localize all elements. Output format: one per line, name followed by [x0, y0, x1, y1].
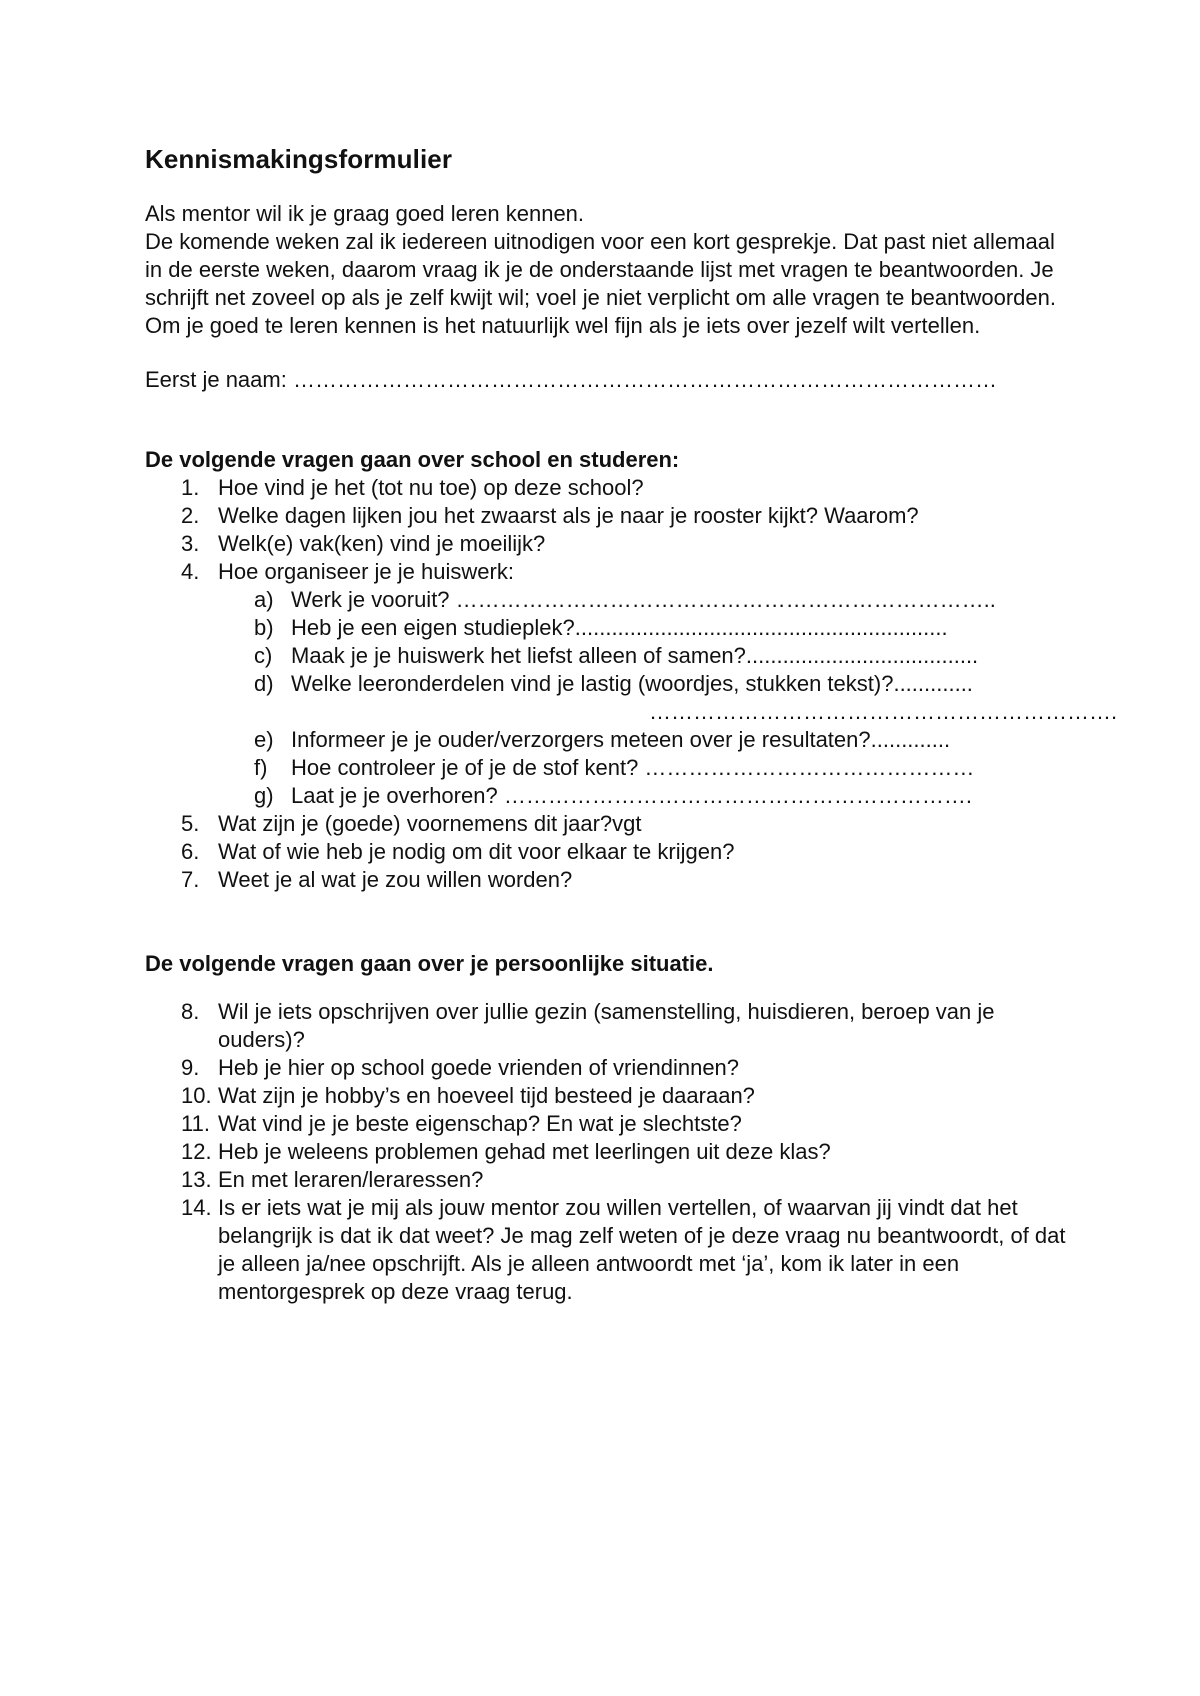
document-title: Kennismakingsformulier [145, 144, 453, 174]
question-text: En met leraren/leraressen? [218, 1167, 484, 1192]
question-number: 9. [181, 1055, 200, 1080]
subquestion-letter: d) [254, 671, 274, 696]
list-item [145, 530, 1075, 558]
section-school-heading: De volgende vragen gaan over school en studeren: [145, 447, 680, 472]
list-item [218, 642, 1075, 670]
question-number: 6. [181, 839, 200, 864]
spacer [145, 394, 1075, 446]
question-number: 10. [181, 1083, 212, 1108]
list-item [218, 586, 1075, 614]
list-item [145, 502, 1075, 530]
answer-dotted-line: ………………………………………………………. [649, 699, 1118, 724]
homework-subquestions-list [218, 586, 1118, 810]
question-text: Heb je weleens problemen gehad met leerlingen uit deze klas? [218, 1139, 831, 1164]
section-personal-heading: De volgende vragen gaan over je persoonlijke situatie. [145, 951, 714, 976]
question-number: 3. [181, 531, 200, 556]
spacer [145, 340, 1075, 366]
question-number: 8. [181, 999, 200, 1024]
question-number: 12. [181, 1139, 212, 1164]
question-number: 4. [181, 559, 200, 584]
list-item [145, 1054, 1075, 1082]
question-text: Welke dagen lijken jou het zwaarst als je naar je rooster kijkt? Waarom? [218, 503, 919, 528]
subquestion-letter: e) [254, 727, 274, 752]
list-item [218, 754, 1075, 782]
list-item [145, 1110, 1075, 1138]
spacer [145, 894, 1075, 950]
subquestion-text: Maak je je huiswerk het liefst alleen of samen?...................................... [291, 643, 979, 668]
list-item [218, 782, 1075, 810]
name-line: Eerst je naam: …………………………………………………………………………………… [145, 367, 997, 392]
subquestion-letter: f) [254, 755, 268, 780]
list-item [145, 838, 1075, 866]
list-item [145, 1138, 1075, 1166]
list-item [145, 474, 1075, 502]
question-text: Wat vind je je beste eigenschap? En wat je slechtste? [218, 1111, 742, 1136]
document-content [145, 140, 1118, 1306]
subquestion-text: Laat je je overhoren? ………………………………………………………. [291, 783, 972, 808]
list-item [218, 726, 1075, 754]
subquestion-text: Hoe controleer je of je de stof kent? ……………………………………… [291, 755, 975, 780]
list-item [145, 810, 1075, 838]
intro-text [145, 200, 1075, 394]
list-item [145, 558, 1118, 810]
personal-questions-list [145, 998, 1075, 1306]
list-item [218, 698, 1118, 726]
subquestion-letter: a) [254, 587, 274, 612]
question-number: 1. [181, 475, 200, 500]
list-item [218, 670, 1075, 698]
subquestion-letter: g) [254, 783, 274, 808]
subquestion-letter: c) [254, 643, 273, 668]
question-text: Wil je iets opschrijven over jullie gezin (samenstelling, huisdieren, beroep van je ouders)? [218, 999, 995, 1052]
question-text: Hoe organiseer je je huiswerk: [218, 559, 514, 584]
list-item [145, 866, 1075, 894]
question-text: Is er iets wat je mij als jouw mentor zou willen vertellen, of waarvan jij vindt dat het belangrijk is dat ik dat weet? Je mag zelf weten of je deze vraag nu beantwoordt, of dat je alleen ja/nee opschrijft. Als je alleen antwoordt met ‘ja’, kom ik later in een mentorgesprek op deze vraag terug. [218, 1195, 1066, 1304]
question-text: Wat zijn je (goede) voornemens dit jaar?vgt [218, 811, 642, 836]
question-number: 5. [181, 811, 200, 836]
question-number: 11. [181, 1111, 210, 1136]
question-number: 2. [181, 503, 200, 528]
question-number: 13. [181, 1167, 212, 1192]
school-questions-list [145, 474, 1118, 894]
list-item [145, 1194, 1075, 1306]
subquestion-letter: b) [254, 615, 274, 640]
spacer [145, 978, 1075, 998]
question-text: Wat of wie heb je nodig om dit voor elkaar te krijgen? [218, 839, 735, 864]
intro-line-1: Als mentor wil ik je graag goed leren kennen. [145, 201, 585, 226]
question-text: Weet je al wat je zou willen worden? [218, 867, 573, 892]
list-item [145, 1082, 1075, 1110]
question-number: 14. [181, 1195, 212, 1220]
subquestion-text: Welke leeronderdelen vind je lastig (woordjes, stukken tekst)?............. [291, 671, 973, 696]
subquestion-text: Informeer je je ouder/verzorgers meteen over je resultaten?............. [291, 727, 951, 752]
question-text: Welk(e) vak(ken) vind je moeilijk? [218, 531, 546, 556]
question-text: Heb je hier op school goede vrienden of vriendinnen? [218, 1055, 740, 1080]
list-item [218, 614, 1075, 642]
list-item [145, 1166, 1075, 1194]
question-text: Hoe vind je het (tot nu toe) op deze school? [218, 475, 644, 500]
question-number: 7. [181, 867, 200, 892]
list-item [145, 998, 1075, 1054]
intro-paragraph: De komende weken zal ik iedereen uitnodigen voor een kort gesprekje. Dat past niet allemaal in de eerste weken, daarom vraag ik je de onderstaande lijst met vragen te beantwoorden. Je schrijft net zoveel op als je zelf kwijt wil; voel je niet verplicht om alle vragen te beantwoorden. Om je goed te leren kennen is het natuurlijk wel fijn als je iets over jezelf wilt vertellen. [145, 229, 1057, 338]
subquestion-text: Heb je een eigen studieplek?............................................................. [291, 615, 948, 640]
subquestion-text: Werk je vooruit? ……………………………………………………………….. [291, 587, 996, 612]
question-text: Wat zijn je hobby’s en hoeveel tijd besteed je daaraan? [218, 1083, 755, 1108]
